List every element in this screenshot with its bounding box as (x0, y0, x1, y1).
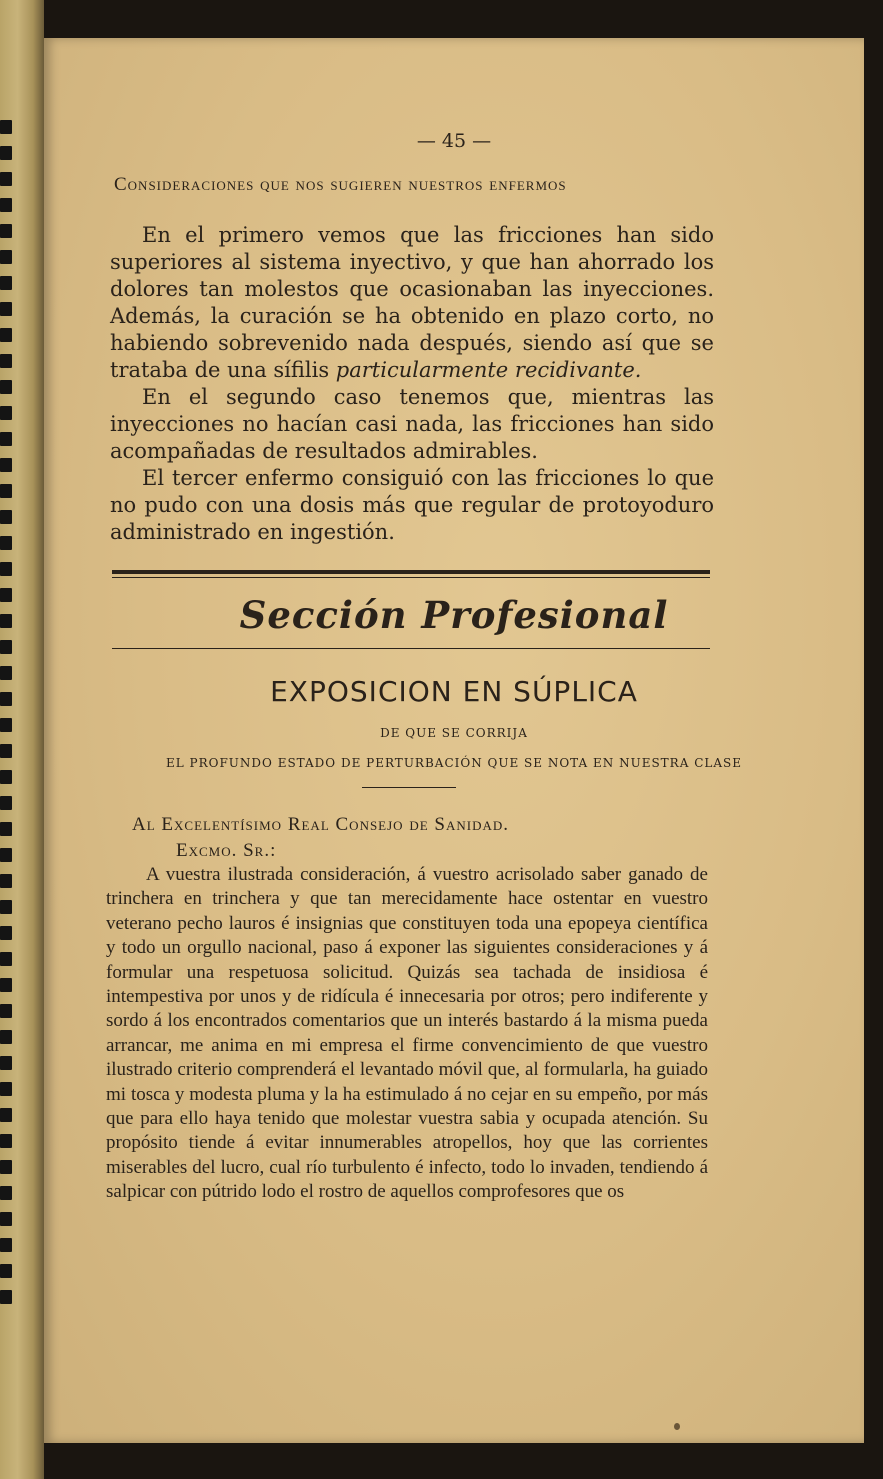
binding-hole (0, 1134, 12, 1148)
binding-hole (0, 1030, 12, 1044)
binding-hole (0, 614, 12, 628)
subtitle-1: DE QUE SE CORRIJA (380, 726, 528, 740)
binding-hole (0, 978, 12, 992)
binding-hole (0, 1212, 12, 1226)
binding-hole (0, 198, 12, 212)
binding-hole (0, 1108, 12, 1122)
binding-hole (0, 1004, 12, 1018)
subtitle-2: EL PROFUNDO ESTADO DE PERTURBACIÓN QUE SE NOTA EN NUESTRA CLASE (165, 756, 742, 770)
addressee: Al Excelentísimo Real Consejo de Sanidad. (132, 814, 509, 835)
paragraph-group (110, 222, 714, 546)
binding-hole (0, 1238, 12, 1252)
binding-hole (0, 380, 12, 394)
document-title: EXPOSICION EN SÚPLICA (270, 675, 638, 708)
binding-hole (0, 120, 12, 134)
binding-hole (0, 146, 12, 160)
binding-hole (0, 406, 12, 420)
binding-hole (0, 302, 12, 316)
binding-hole (0, 224, 12, 238)
binding-hole (0, 848, 12, 862)
binding-hole (0, 796, 12, 810)
binding-hole (0, 484, 12, 498)
binding-hole (0, 1160, 12, 1174)
document-page (44, 38, 864, 1443)
binding-hole (0, 328, 12, 342)
binding-hole (0, 744, 12, 758)
binding-hole (0, 588, 12, 602)
binding-hole (0, 354, 12, 368)
page-number: — 45 — (416, 130, 492, 152)
section-rule (112, 648, 710, 649)
body-text (106, 863, 708, 1205)
section-heading: Consideraciones que nos sugieren nuestros enfermos (114, 174, 567, 195)
ink-spot (674, 1423, 680, 1430)
section-title: Sección Profesional (239, 593, 669, 637)
binding-hole (0, 1056, 12, 1070)
binding-hole (0, 172, 12, 186)
body-paragraph: A vuestra ilustrada consideración, á vuestro acrisolado saber ganado de trinchera en trinchera y que tan merecidamente hace ostentar en vuestro veterano pecho lauros é insignias que constituyen toda una epopeya científica y todo un orgullo nacional, paso á exponer las siguientes consideraciones y á formular una respetuosa solicitud. Quizás sea tachada de insidiosa é intempestiva por unos y de ridícula é innecesaria por otros; pero indiferente y sordo á los encontrados comentarios que un interés bastardo á la misma pueda arrancar, me anima en mi empresa el firme convencimiento de que vuestro ilustrado criterio comprenderá el levantado móvil que, al formularla, ha guiado mi tosca y modesta pluma y la ha estimulado á no cejar en su empeño, por más que para ello haya tenido que molestar vuestra sabia y ocupada atención. Su propósito tiende á evitar innumerables atropellos, hoy que las corrientes miserables del lucro, cual río turbulento é infecto, todo lo invaden, tendiendo á salpicar con pútrido lodo el rostro de aquellos comprofesores que os (106, 864, 708, 1203)
binding-hole (0, 250, 12, 264)
salutation: Excmo. Sr.: (176, 840, 277, 861)
binding-hole (0, 874, 12, 888)
binding-hole (0, 900, 12, 914)
binding-hole (0, 1082, 12, 1096)
binding-hole (0, 640, 12, 654)
binding-hole (0, 822, 12, 836)
binding-hole (0, 666, 12, 680)
binding-hole (0, 770, 12, 784)
thin-rule (112, 577, 710, 578)
binding-hole (0, 510, 12, 524)
binding-holes (0, 120, 14, 1320)
italic-phrase: particularmente recidivante. (335, 358, 642, 382)
paragraph-2: En el segundo caso tenemos que, mientras las inyecciones no hacían casi nada, las fricciones han sido acompañadas de resultados admirables. (110, 385, 714, 463)
binding-hole (0, 718, 12, 732)
binding-hole (0, 1264, 12, 1278)
short-rule (362, 787, 456, 788)
thick-rule (112, 570, 710, 574)
binding-hole (0, 536, 12, 550)
book-binding (0, 0, 44, 1479)
binding-hole (0, 432, 12, 446)
paragraph-1: En el primero vemos que las fricciones han sido superiores al sistema inyectivo, y que han ahorrado los dolores tan molestos que ocasionaban las inyecciones. Además, la curación se ha obtenido en plazo corto, no habiendo sobrevenido nada después, siendo así que se trataba de una sífilis particularmente recidivante. (110, 223, 714, 382)
binding-hole (0, 692, 12, 706)
binding-hole (0, 562, 12, 576)
binding-hole (0, 458, 12, 472)
binding-hole (0, 1186, 12, 1200)
binding-hole (0, 1290, 12, 1304)
paragraph-3: El tercer enfermo consiguió con las fricciones lo que no pudo con una dosis más que regular de protoyoduro administrado en ingestión. (110, 466, 714, 544)
binding-hole (0, 926, 12, 940)
binding-hole (0, 276, 12, 290)
binding-hole (0, 952, 12, 966)
